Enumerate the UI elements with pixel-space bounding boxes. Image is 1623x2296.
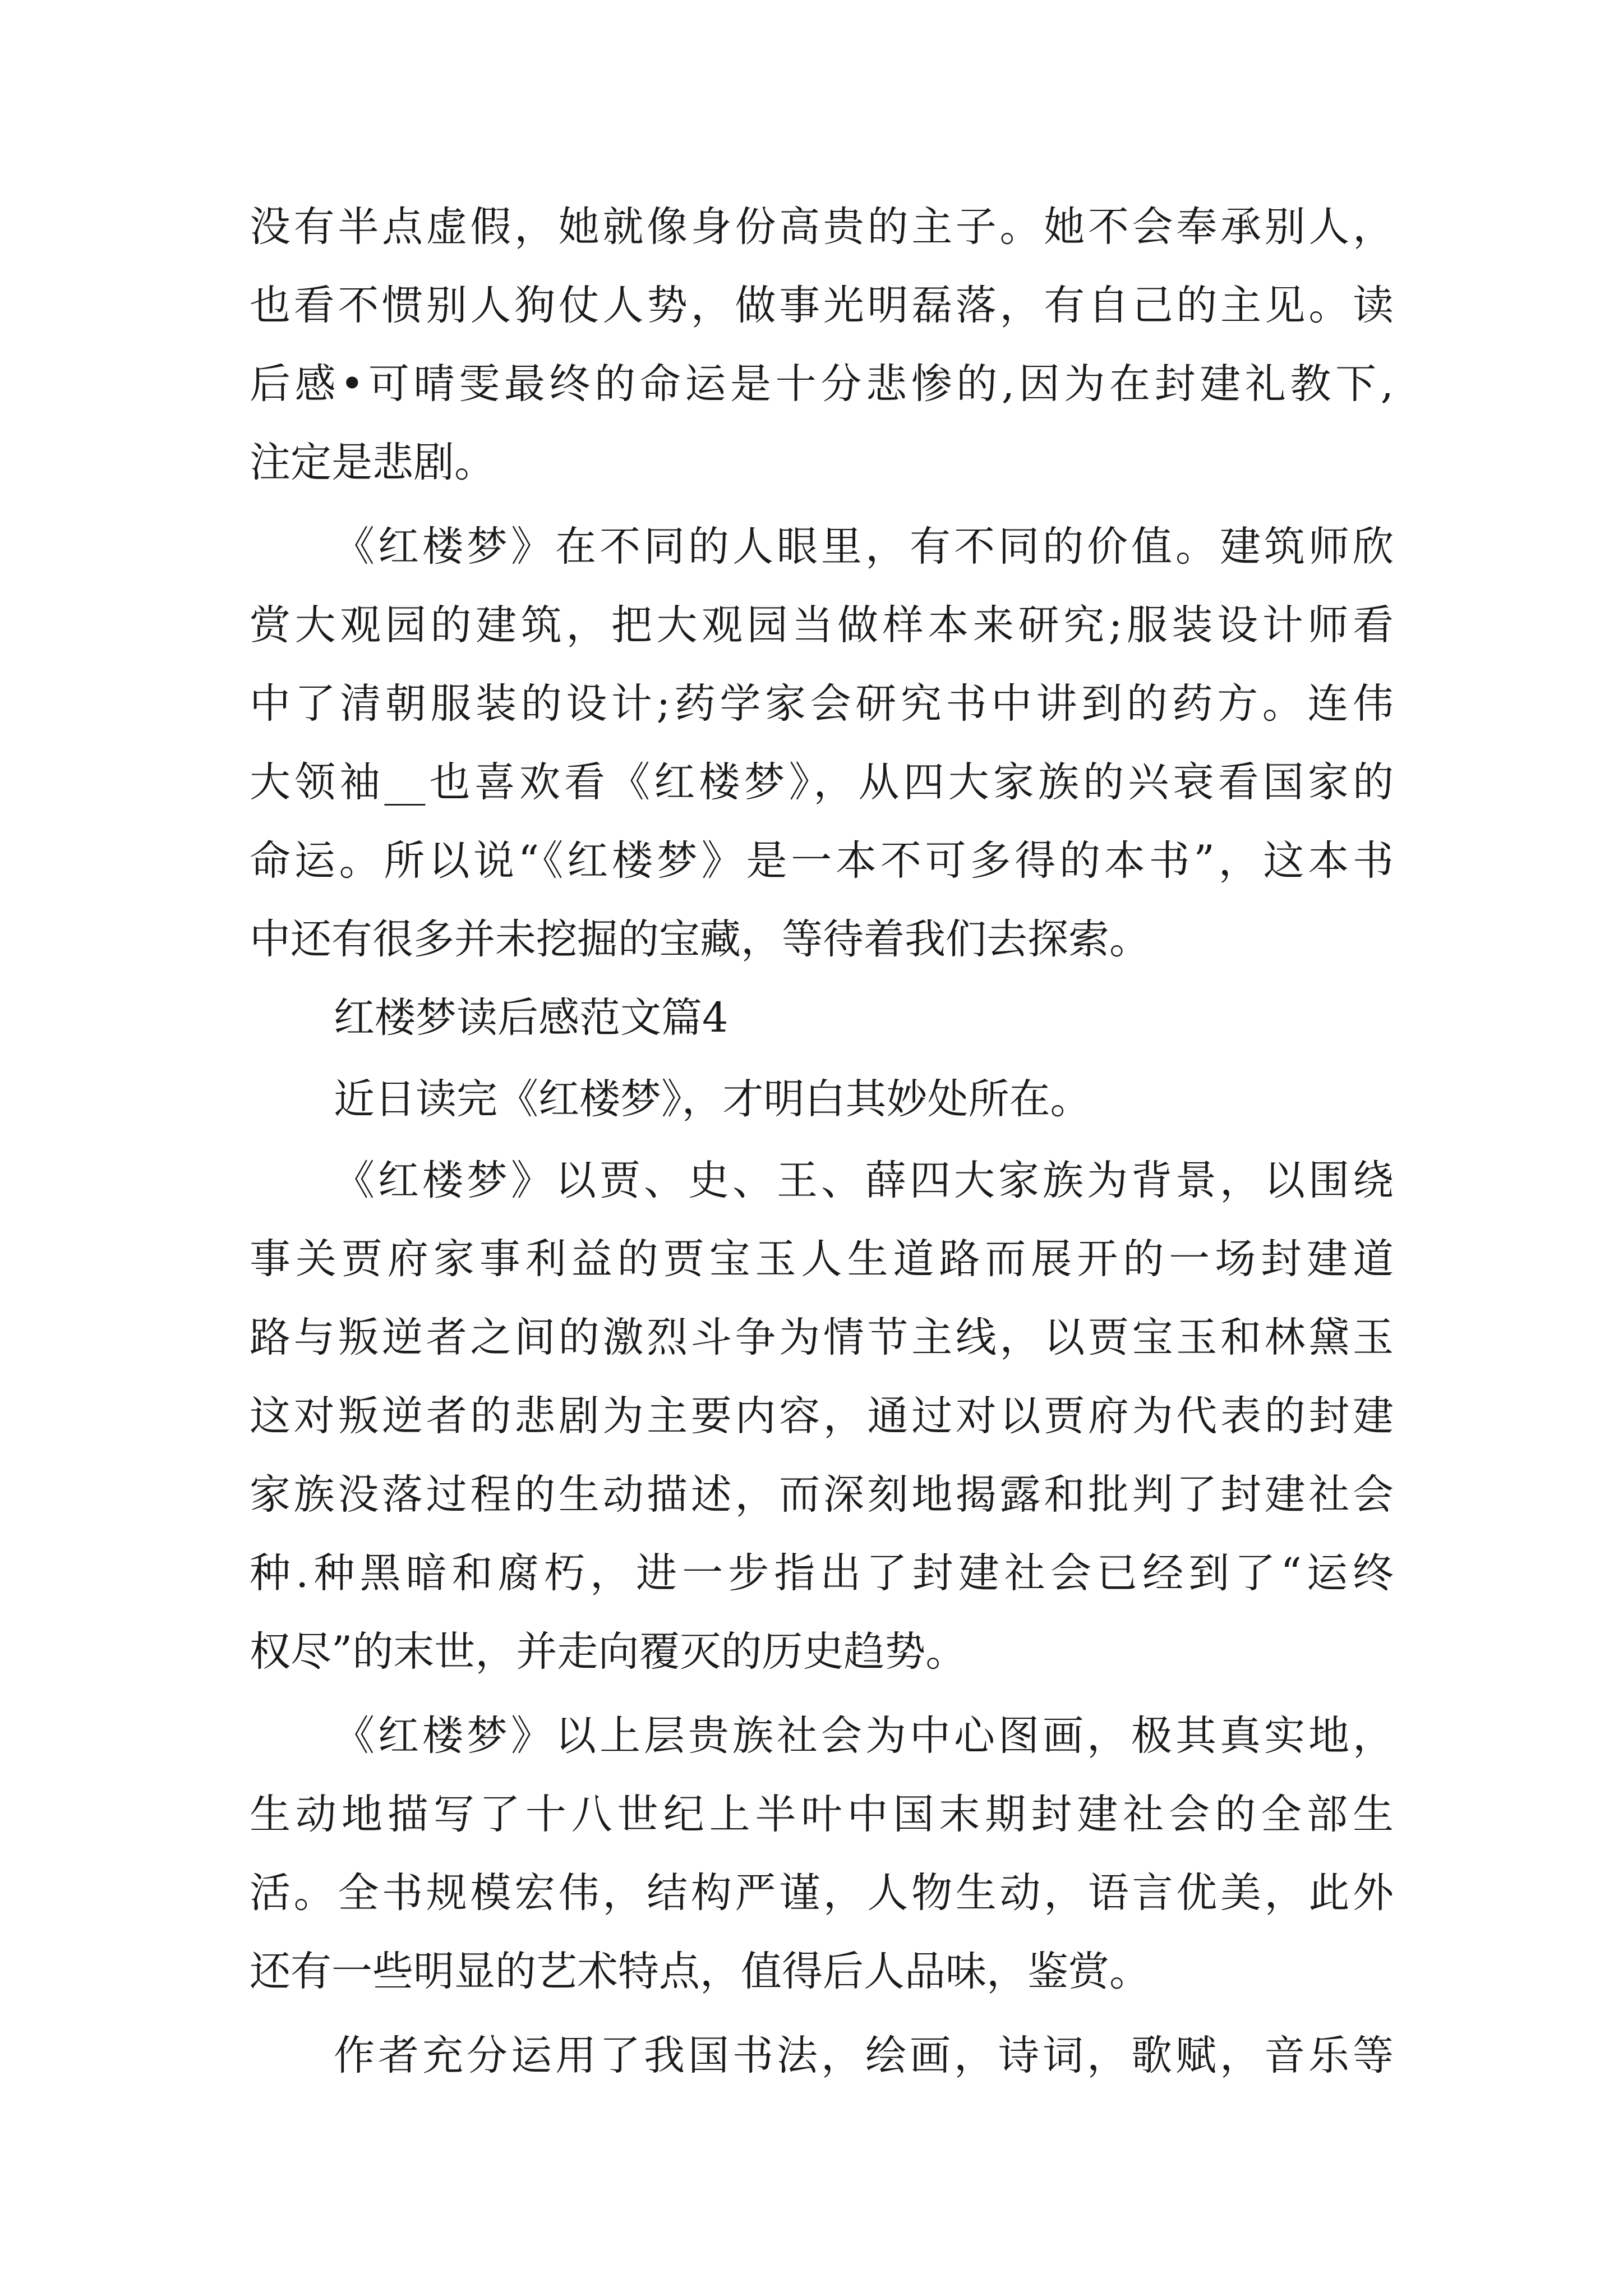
text-line: 后感•可晴雯最终的命运是十分悲惨的,因为在封建礼教下, [250, 360, 1394, 408]
text-line: 生动地描写了十八世纪上半叶中国末期封建社会的全部生 [250, 1791, 1394, 1838]
text-line: 活。全书规模宏伟，结构严谨，人物生动，语言优美，此外 [250, 1869, 1394, 1917]
text-line: 没有半点虚假，她就像身份高贵的主子。她不会奉承别人， [250, 203, 1394, 251]
text-line: 这对叛逆者的悲剧为主要内容，通过对以贾府为代表的封建 [250, 1392, 1394, 1440]
paragraph-first-line: 近日读完《红楼梦》，才明白其妙处所在。 [334, 1075, 1091, 1123]
text-line: 家族没落过程的生动描述，而深刻地揭露和批判了封建社会 [250, 1471, 1394, 1519]
section-heading: 红楼梦读后感范文篇4 [334, 994, 728, 1042]
paragraph-first-line: 作者充分运用了我国书法，绘画，诗词，歌赋，音乐等 [334, 2032, 1394, 2079]
text-line: 事关贾府家事利益的贾宝玉人生道路而展开的一场封建道 [250, 1235, 1394, 1283]
text-line: 权尽”的末世，并走向覆灭的历史趋势。 [250, 1628, 967, 1676]
paragraph-first-line: 《红楼梦》在不同的人眼里，有不同的价值。建筑师欣 [334, 523, 1394, 570]
text-line: 注定是悲剧。 [250, 439, 495, 486]
text-line: 大领袖__也喜欢看《红楼梦》，从四大家族的兴衰看国家的 [250, 758, 1394, 806]
text-line: 命运。所以说“《红楼梦》是一本不可多得的本书”，这本书 [250, 837, 1394, 885]
paragraph-first-line: 《红楼梦》以上层贵族社会为中心图画，极其真实地， [334, 1712, 1394, 1760]
text-line: 也看不惯别人狗仗人势，做事光明磊落，有自己的主见。读 [250, 282, 1394, 329]
text-line: 中了清朝服装的设计;药学家会研究书中讲到的药方。连伟 [250, 680, 1394, 728]
text-line: 种.种黑暗和腐朽，进一步指出了封建社会已经到了“运终 [250, 1549, 1394, 1597]
text-line: 中还有很多并未挖掘的宝藏，等待着我们去探索。 [250, 915, 1150, 963]
text-line: 还有一些明显的艺术特点，值得后人品味，鉴赏。 [250, 1948, 1150, 1995]
text-line: 路与叛逆者之间的激烈斗争为情节主线，以贾宝玉和林黛玉 [250, 1314, 1394, 1361]
paragraph-first-line: 《红楼梦》以贾、史、王、薛四大家族为背景，以围绕 [334, 1157, 1394, 1204]
text-line: 赏大观园的建筑，把大观园当做样本来研究;服装设计师看 [250, 601, 1394, 649]
